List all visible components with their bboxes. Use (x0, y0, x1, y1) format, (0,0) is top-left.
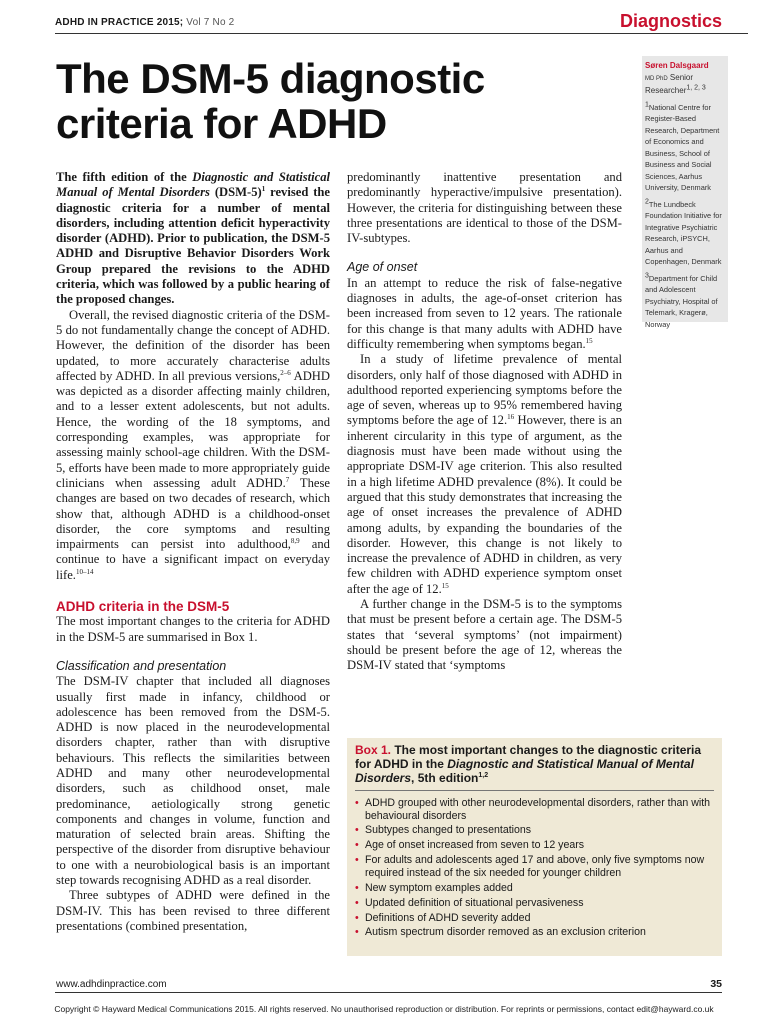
paragraph: predominantly inattentive presentation and predominantly hyperactive/impulsive presentation). However, the criteria for distinguishing between these three presentations are identical to those of the DSM-IV-subtypes. (347, 170, 622, 246)
list-item: • Subtypes changed to presentations (355, 824, 532, 837)
paragraph: A further change in the DSM-5 is to the symptoms that must be present before a certain age. The DSM-5 states that ‘several symptoms’ (not impairment) should be present before the age of 12, whereas the DSM-IV stated that ‘symptoms (347, 597, 622, 673)
journal-name: ADHD IN PRACTICE 2015; (55, 17, 184, 28)
box-title: Box 1. The most important changes to the diagnostic criteria for ADHD in the Diagnostic and Statistical Manual of Mental Disorders, 5th edition$^{1,2}$ (355, 743, 702, 785)
section-heading: ADHD criteria in the DSM-5 (56, 599, 230, 615)
author-affil-sup: 1, 2, 3 (686, 84, 706, 92)
paragraph: In an attempt to reduce the risk of false-negative diagnoses in adults, the age-of-onset criterion has been increased from seven to 12 years. The rationale for this change is that many adults with ADHD have difficulty remembering when symptoms began.$^{15}$ (347, 275, 622, 351)
list-item: • Definitions of ADHD severity added (355, 911, 531, 924)
author-credentials (645, 72, 728, 97)
footer-url[interactable]: www.adhdinpractice.com (56, 979, 167, 990)
affiliation-1: $^1$National Centre for Register-Based Research, Department of Economics and Business, School of Business and Social Sciences, Aarhus University, Denmark (645, 101, 720, 192)
bullet-icon: • (355, 896, 359, 909)
bullet-icon: • (355, 797, 359, 809)
affiliation-3: $^3$Department for Child and Adolescent Psychiatry, Hospital of Telemark, Kragerø, Norway (645, 272, 718, 329)
paragraph: In a study of lifetime prevalence of mental disorders, only half of those diagnosed with ADHD in adulthood reported experiencing symptoms before the age of seven, whereas up to 95% remembered having symptoms before the age of 12.16 However, there is an inherent circularity in this type of argument, as the diagnosis must have been made without using the appropriate DSM-IV age criterion. This also resulted in a high lifetime ADHD prevalence (8%). It could be argued that this study demonstrates that increasing the age of onset increases the prevalence of ADHD among adults, by expanding the boundaries of the disorder. However, this change is not likely to increase the prevalence of ADHD in children, as very few children with ADHD experience symptom onset after the age of 12.15 (347, 352, 622, 596)
bullet-icon: • (355, 926, 359, 939)
body-column-1 (56, 170, 330, 934)
list-item: • Autism spectrum disorder removed as an exclusion criterion (355, 926, 646, 939)
bullet-icon: • (355, 881, 359, 894)
bullet-icon: • (355, 911, 359, 924)
list-item: • New symptom examples added (355, 881, 513, 894)
bullet-icon: • (355, 839, 359, 852)
footer-rule (55, 992, 722, 993)
list-item: • ADHD grouped with other neurodevelopmental disorders, rather than with behavioural disorders (355, 797, 711, 822)
affiliation-2: $^2$The Lundbeck Foundation Initiative for Integrative Psychiatric Research, iPSYCH, Aarhus and Copenhagen, Denmark (645, 198, 722, 266)
author-block (642, 60, 728, 97)
box-1 (347, 738, 722, 956)
copyright-notice: Copyright © Hayward Medical Communications 2015. All rights reserved. No unauthorised reproduction or distribution. For reprints or permissions, contact edit@hayward.co.uk (54, 1004, 714, 1014)
list-item: • Updated definition of situational pervasiveness (355, 896, 584, 909)
bullet-icon: • (355, 824, 359, 837)
section-label: Diagnostics (619, 11, 722, 31)
subsection-heading: Classification and presentation (56, 658, 227, 673)
author-role: Senior Researcher (645, 72, 694, 95)
article-title: The DSM-5 diagnostic criteria for ADHD (56, 55, 485, 147)
list-item: • Age of onset increased from seven to 12 years (355, 839, 585, 852)
lead-paragraph: The fifth edition of the Diagnostic and Statistical Manual of Mental Disorders $(DSM-5)^1$ revised the diagnostic criteria for a number of mental disorders, including attention deficit hyperactivity disorder (ADHD). Prior to publication, the DSM-5 ADHD and Disruptive Behavior Disorders Work Group prepared the revisions to the ADHD criteria, which was followed by a public hearing of the proposed changes. (56, 170, 331, 307)
author-name: Søren Dalsgaard (645, 61, 709, 70)
paragraph: The most important changes to the criteria for ADHD in the DSM-5 are summarised in Box 1. (56, 614, 330, 644)
subsection-heading: Age of onset (347, 260, 418, 275)
author-sidebar (642, 56, 728, 329)
page-number: 35 (710, 978, 722, 990)
box-divider (355, 790, 714, 791)
paragraph: The DSM-IV chapter that included all diagnoses usually first made in infancy, childhood or adolescence has been removed from the DSM-5. ADHD is now placed in the neurodevelopmental disorders chapter, rather than with disruptive behaviours. This reflects the similarities between ADHD and many other neurodevelopmental disorders, such as childhood onset, male predominance, aetiologically strong genetic components and changes in volume, function and maturation of selected brain areas. Shifting the perspective of the disorder from disruptive behaviour to one with a neurobiological basis is an important step towards recognising ADHD as a real disorder. (56, 674, 330, 888)
paragraph: Overall, the revised diagnostic criteria of the DSM-5 do not fundamentally change the concept of ADHD. However, the definition of the disorder has been updated, to more accurately characterise adults affected by ADHD. In all previous versions,$^{2-6}$ ADHD was depicted as a disorder affecting mainly children, and to a lesser extent adolescents, but not adults. Hence, the wording of the 18 symptoms, and corresponding examples, was appropriate for assessing mainly school-age children. With the DSM-5, efforts have been made to more appropriately guide clinicians when assessing adult ADHD.$^7$ These changes are based on two decades of research, which show that, although ADHD is a childhood-onset disorder, the core symptoms and resulting impairments can persist into adulthood,$^{8,9}$ and continue to have a significant impact on everyday life.$^{10-14}$ (56, 307, 330, 582)
bullet-icon: • (355, 854, 359, 867)
volume-info: Vol 7 No 2 (186, 17, 235, 28)
running-header (55, 17, 234, 28)
header-rule (55, 33, 748, 34)
author-degrees: MD PhD (645, 75, 668, 82)
list-item: • For adults and adolescents aged 17 and above, only five symptoms now required instead of the six needed for younger children (355, 854, 705, 879)
paragraph: Three subtypes of ADHD were defined in the DSM-IV. This has been revised to three different presentations (combined presentation, (56, 888, 330, 933)
box-list (355, 797, 715, 941)
box-label: Box 1. (355, 743, 392, 757)
body-column-2 (347, 170, 622, 674)
